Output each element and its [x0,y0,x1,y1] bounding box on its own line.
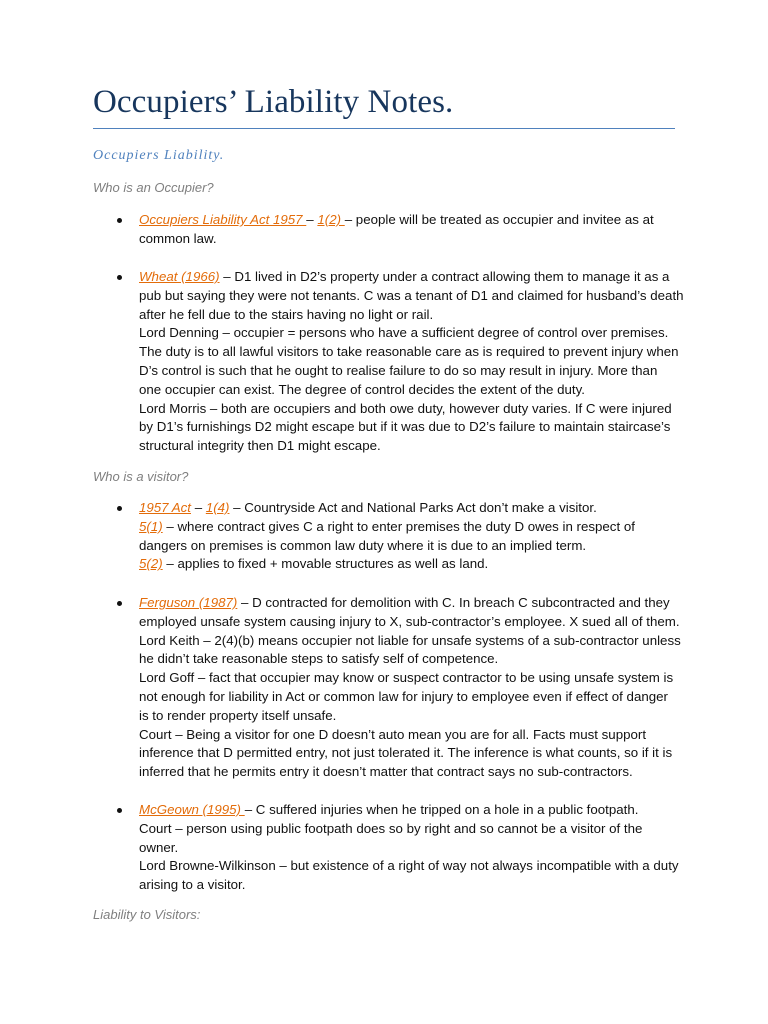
bullet-line: common law. [139,230,217,246]
bullet-item [139,801,679,895]
bullet-line: inference that D permitted entry, not just tolerated it. The inference is what counts, so if it is [139,745,673,761]
bullet-item [139,594,679,782]
bullet-line: dangers on premises is common law duty where it is due to an implied term. [139,537,587,553]
bullet-line: arising to a visitor. [139,877,246,893]
text-fragment: – [306,212,318,227]
text-fragment: – Countryside Act and National Parks Act don’t make a visitor. [229,500,597,515]
section-citation-link[interactable]: 5(2) [139,556,163,572]
bullet-line: he didn’t take reasonable steps to satisfy self of competence. [139,651,499,667]
bullet-line [139,518,679,537]
case-citation-link[interactable]: Occupiers Liability Act 1957 [139,212,307,227]
section-citation-link[interactable]: 5(1) [139,518,163,534]
bullet-line: pub but saying they were not tenants. C was a tenant of D1 and claimed for husband’s death [139,287,684,303]
text-fragment: – applies to fixed + movable structures as well as land. [162,556,489,572]
case-citation-link[interactable]: McGeown (1995) [139,802,245,817]
bullet-line [139,499,679,518]
bullet-line: structural integrity then D1 might escape. [139,438,381,454]
subheading-who-visitor: Who is a visitor? [93,469,189,484]
text-fragment: – D contracted for demolition with C. In breach C subcontracted and they [237,595,670,610]
bullet-line: Court – person using public footpath does so by right and so cannot be a visitor of the [139,820,643,836]
bullet-line: employed unsafe system causing injury to X, sub-contractor’s employee. X sued all of them. [139,613,680,629]
case-citation-link[interactable]: 1957 Act [139,500,191,515]
bullet-icon [117,506,122,511]
bullet-line: The duty is to all lawful visitors to take reasonable care as is required to prevent injury when [139,344,679,360]
section-citation-link[interactable]: 1(4) [205,500,230,515]
bullet-line: D’s control is such that he ought to realise failure to do so may result in injury. More than [139,362,658,378]
bullet-line [139,268,679,287]
text-fragment: – where contract gives C a right to enter premises the duty D owes in respect of [162,518,635,534]
bullet-line: by D1’s furnishings D2 might escape but if it was due to D2’s failure to maintain staircase’s [139,419,671,435]
bullet-icon [117,601,122,606]
title-underline [93,128,675,129]
bullet-line: inferred that he permits entry it doesn’t matter that contract says no sub-contractors. [139,764,633,780]
bullet-icon [117,218,122,223]
bullet-line: Lord Keith – 2(4)(b) means occupier not liable for unsafe systems of a sub-contractor unless [139,632,681,648]
bullet-line: Lord Browne-Wilkinson – but existence of a right of way not always incompatible with a duty [139,858,679,874]
case-citation-link[interactable]: Wheat (1966) [139,269,220,284]
section-citation-link[interactable]: 1(2) [317,212,345,227]
bullet-line: Lord Denning – occupier = persons who have a sufficient degree of control over premises. [139,325,669,341]
bullet-line: Lord Goff – fact that occupier may know or suspect contractor to be using unsafe system is [139,670,674,686]
bullet-item [139,211,679,249]
subheading-who-occupier: Who is an Occupier? [93,180,214,195]
bullet-line [139,801,679,820]
subheading-liability-visitors: Liability to Visitors: [93,907,201,922]
bullet-icon [117,808,122,813]
bullet-line: Lord Morris – both are occupiers and both owe duty, however duty varies. If C were injured [139,400,672,416]
case-citation-link[interactable]: Ferguson (1987) [139,595,238,610]
text-fragment: – people will be treated as occupier and invitee as at [344,212,654,227]
text-fragment: – [191,500,206,515]
section-heading: Occupiers Liability. [93,148,225,163]
bullet-line: after he fell due to the stairs having no light or rail. [139,306,434,322]
bullet-line: one occupier can exist. The degree of control decides the extent of the duty. [139,381,585,397]
bullet-line [139,594,679,613]
bullet-icon [117,275,122,280]
bullet-line: not enough for liability in Act or common law for injury to employee even if effect of danger [139,688,668,704]
page-title: Occupiers’ Liability Notes. [93,84,454,120]
text-fragment: – D1 lived in D2’s property under a contract allowing them to manage it as a [219,269,670,284]
text-fragment: – C suffered injuries when he tripped on a hole in a public footpath. [244,802,639,817]
bullet-item [139,268,684,456]
bullet-line: owner. [139,839,179,855]
bullet-line [139,211,679,230]
bullet-line [139,555,679,574]
bullet-line: is to render property itself unsafe. [139,707,337,723]
bullet-item [139,499,679,574]
bullet-line: Court – Being a visitor for one D doesn’t auto mean you are for all. Facts must support [139,726,647,742]
